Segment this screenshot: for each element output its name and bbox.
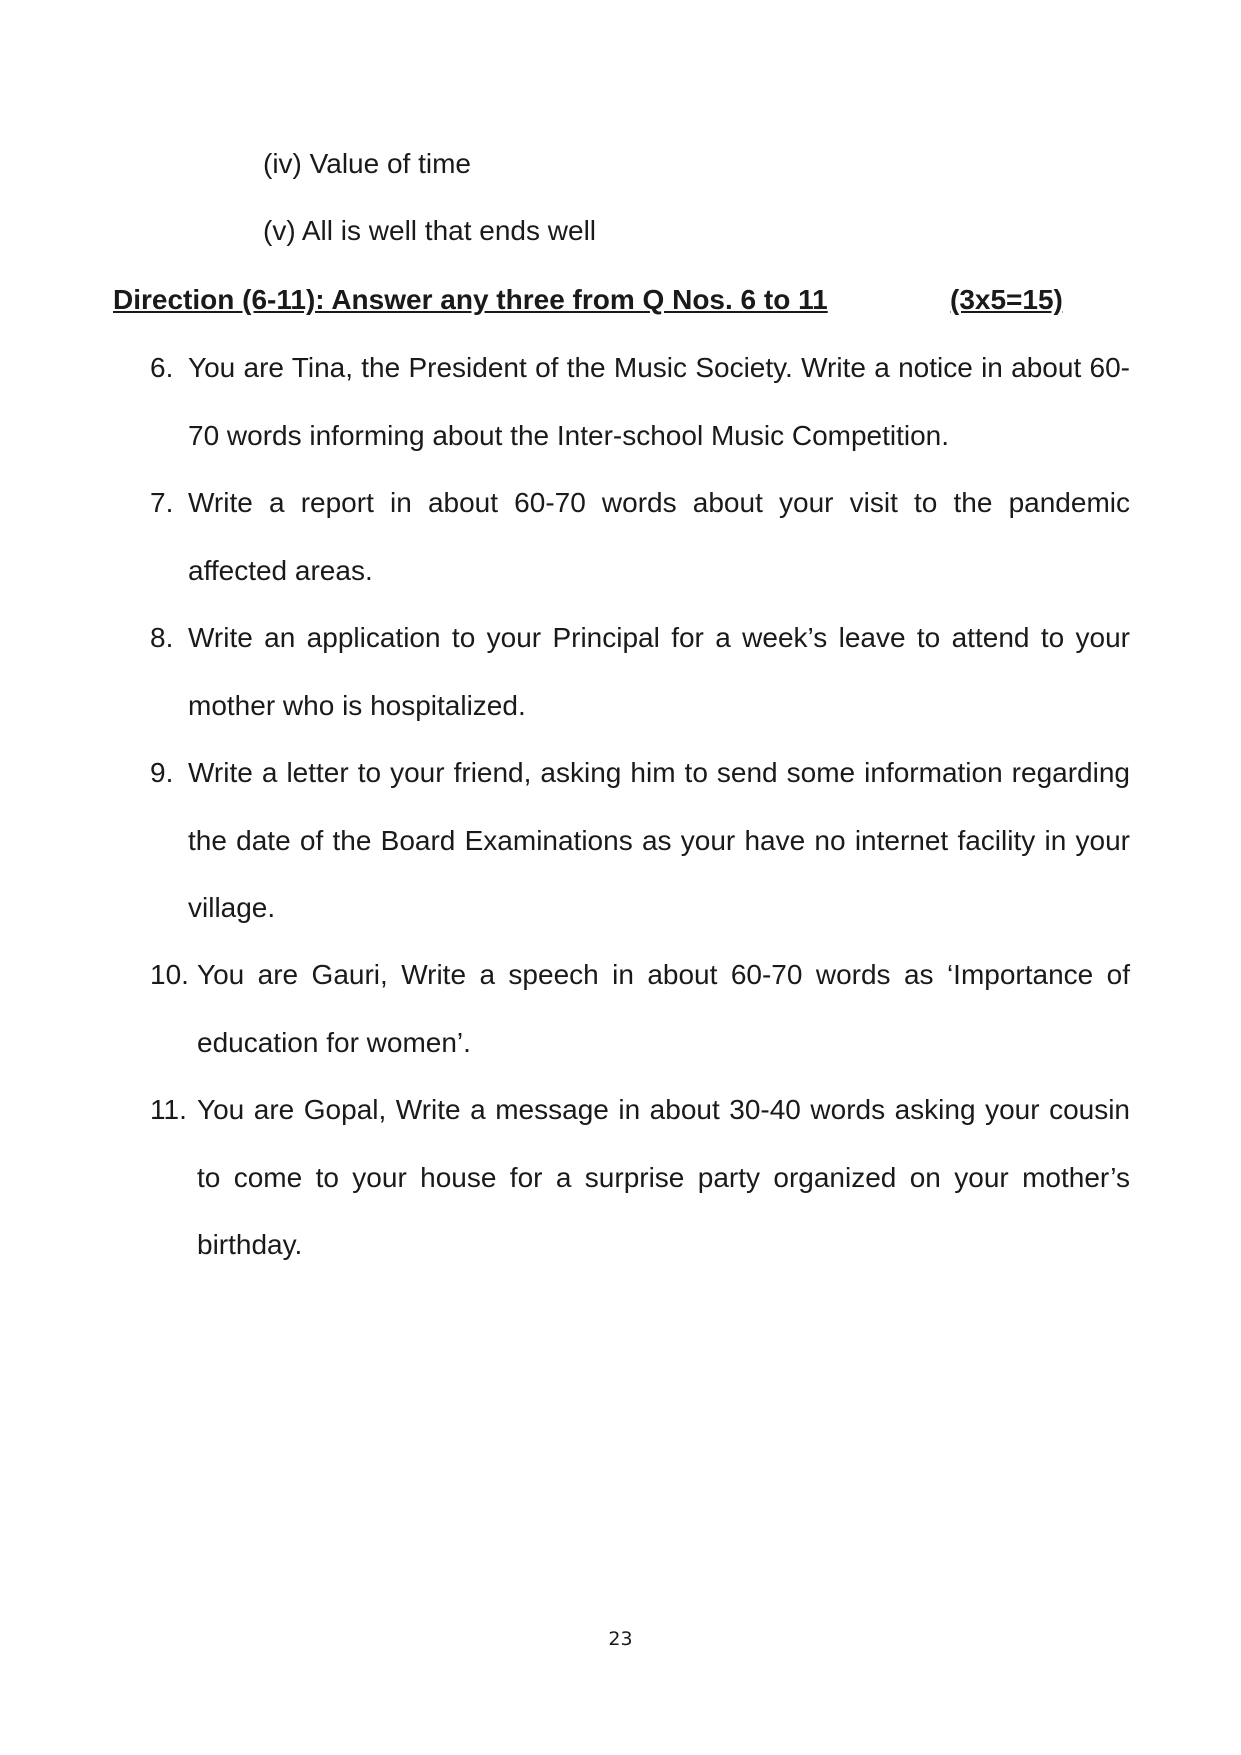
question-text: You are Tina, the President of the Music Society. Write a notice in about 60-70 words informing about the Inter-school Music Competition. [188, 352, 1130, 451]
direction-heading: Direction (6-11): Answer any three from Q Nos. 6 to 11 [113, 284, 828, 315]
question-number: 9. [150, 757, 174, 788]
marks-allocation: (3x5=15) [950, 284, 1063, 315]
question-text: Write an application to your Principal for a week’s leave to attend to your mother who is hospitalized. [188, 622, 1130, 721]
question-number: 11. [150, 1094, 187, 1125]
question-number: 6. [150, 352, 174, 383]
sub-item-iv: (iv) Value of time [263, 148, 471, 179]
question-text: You are Gopal, Write a message in about 30-40 words asking your cousin to come to your house for a surprise party organized on your mother’s birthday. [197, 1094, 1130, 1260]
question-8 [150, 604, 1130, 739]
question-text: You are Gauri, Write a speech in about 60-70 words as ‘Importance of education for women’. [197, 959, 1130, 1058]
question-number: 7. [150, 487, 174, 518]
question-7 [150, 469, 1130, 604]
question-11 [150, 1076, 1130, 1279]
question-text: Write a report in about 60-70 words about your visit to the pandemic affected areas. [188, 487, 1130, 586]
question-number: 10. [150, 959, 189, 990]
sub-item-v: (v) All is well that ends well [263, 215, 597, 246]
page-number: 23 [608, 1628, 633, 1650]
question-text: Write a letter to your friend, asking him to send some information regarding the date of the Board Examinations as your have no internet facility in your village. [188, 757, 1130, 923]
question-9 [150, 739, 1130, 942]
question-number: 8. [150, 622, 174, 653]
question-10 [150, 941, 1130, 1076]
question-6 [150, 334, 1130, 469]
